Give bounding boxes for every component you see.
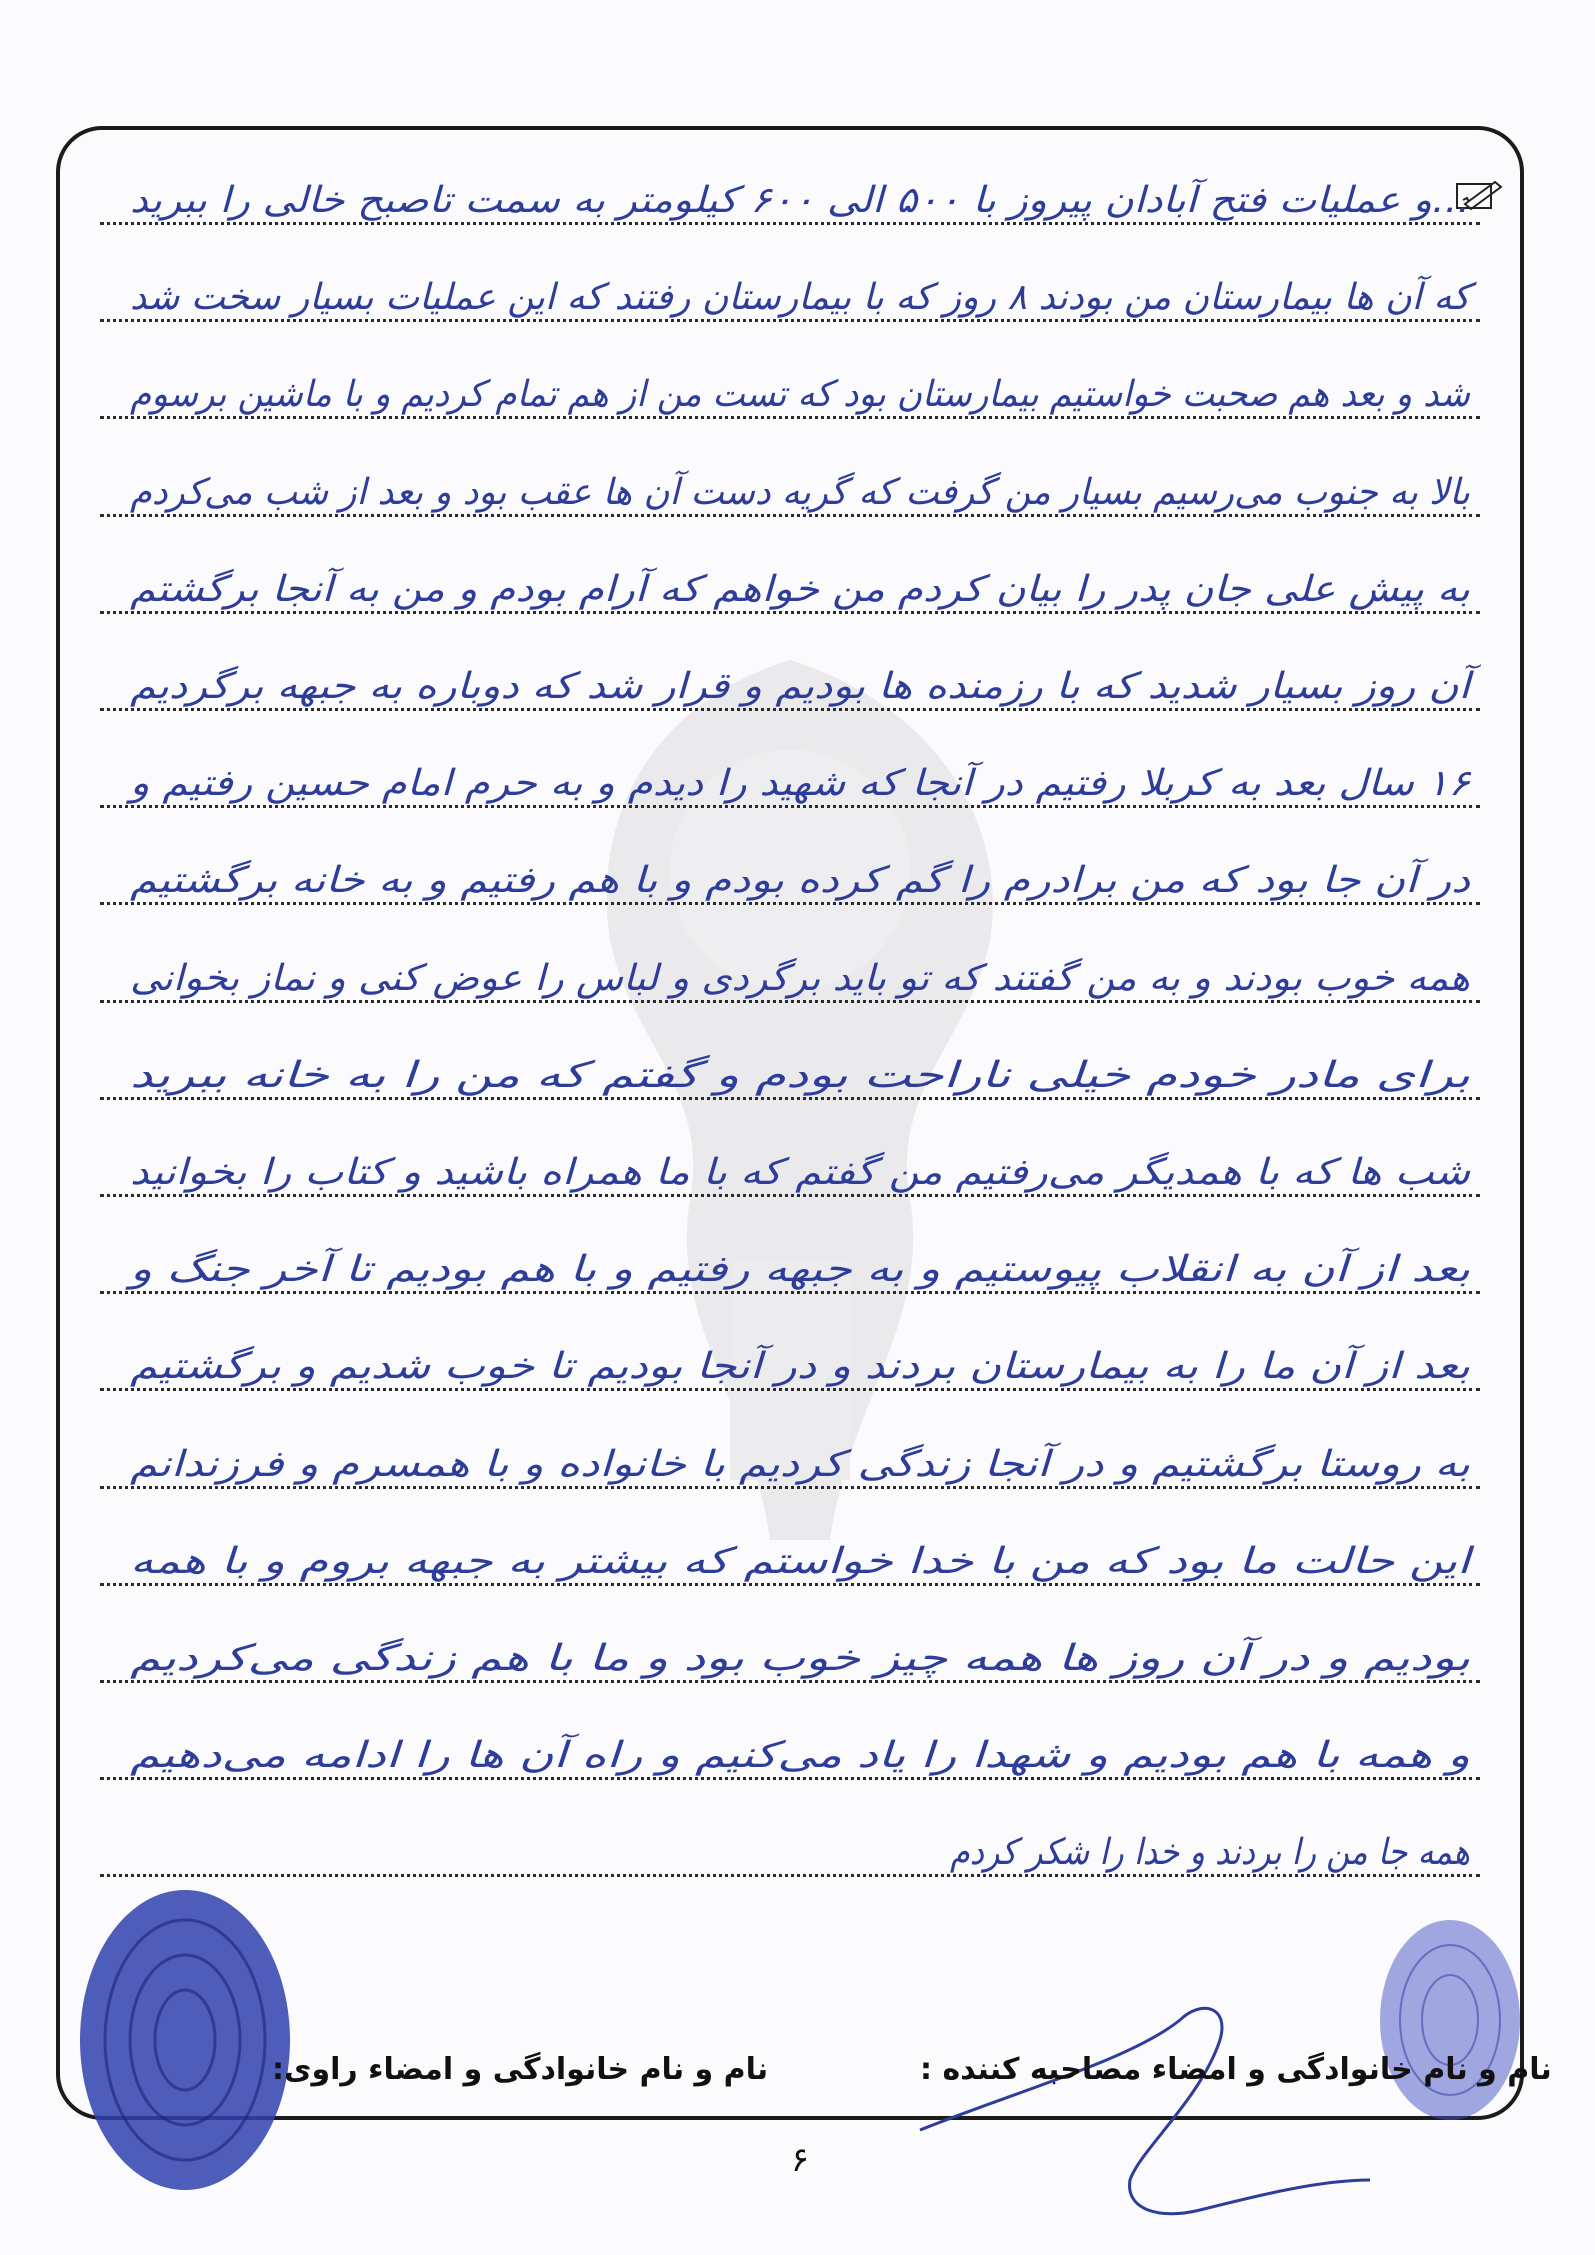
handwritten-text: این حالت ما بود که من با خدا خواستم که بیشتر به جبهه بروم و با همه (130, 1540, 1476, 1582)
handwritten-text: همه خوب بودند و به من گفتند که تو باید برگردی و لباس را عوض کنی و نماز بخوانی (130, 957, 1381, 999)
handwritten-line (100, 1035, 1480, 1105)
interviewer-signature-label: نام و نام خانوادگی و امضاء مصاحبه کننده : (920, 2052, 1552, 2087)
handwritten-text: شب ها که با همدیگر می‌رفتیم من گفتم که با ما همراه باشید و کتاب را بخوانید (130, 1152, 1298, 1193)
handwritten-line (100, 1812, 1480, 1882)
handwritten-text: بالا به جنوب می‌رسیم بسیار من گرفت که گریه دست آن ها عقب بود و بعد از شب می‌کردم (130, 471, 1494, 513)
handwritten-line (100, 354, 1480, 424)
handwritten-text: که آن ها بیمارستان من بودند ۸ روز که با بیمارستان رفتند که این عملیات بسیار سخت شد (130, 277, 1468, 319)
handwritten-line (100, 1424, 1480, 1494)
fingerprint-left (70, 1880, 300, 2200)
handwritten-line (100, 1715, 1480, 1785)
handwritten-line (100, 160, 1480, 230)
handwritten-line (100, 257, 1480, 327)
handwritten-line (100, 1521, 1480, 1591)
handwritten-line (100, 1618, 1480, 1688)
handwritten-line (100, 646, 1480, 716)
handwritten-text: همه جا من را بردند و خدا را شکر کردم (950, 1832, 1470, 1874)
page-number: ۶ (790, 2140, 810, 2180)
handwritten-text: به روستا برگشتیم و در آنجا زندگی کردیم با خانواده و با همسرم و فرزندانم (130, 1443, 1242, 1485)
handwritten-line (100, 1229, 1480, 1299)
handwritten-line (100, 1326, 1480, 1396)
handwritten-text: بعد از آن به انقلاب پیوستیم و به جبهه رفتیم و با هم بودیم تا آخر جنگ و (130, 1249, 1185, 1291)
narrator-signature-label: نام و نام خانوادگی و امضاء راوی: (272, 2052, 769, 2087)
handwritten-text: ...و عملیات فتح آبادان پیروز با ۵۰۰ الی ۶۰۰ کیلومتر به سمت تاصبح خالی را ببرید (130, 180, 1422, 221)
handwritten-text: شد و بعد هم صحبت خواستیم بیمارستان بود که تست من از هم تمام کردیم و با ماشین برسوم (130, 374, 1471, 416)
handwritten-text: بودیم و در آن روز ها همه چیز خوب بود و ما با هم زندگی می‌کردیم (130, 1638, 1123, 1679)
handwritten-text: در آن جا بود که من برادرم را گم کرده بودم و با هم رفتیم و به خانه برگشتیم (130, 860, 1266, 902)
handwritten-line (100, 549, 1480, 619)
handwritten-line (100, 452, 1494, 522)
handwritten-line (100, 743, 1480, 813)
handwritten-text: و همه با هم بودیم و شهدا را یاد می‌کنیم و راه آن ها را ادامه می‌دهیم (130, 1735, 1153, 1777)
handwritten-text: آن روز بسیار شدید که با رزمنده ها بودیم و قرار شد که دوباره به جبهه برگردیم (130, 666, 1303, 707)
handwritten-text: برای مادر خودم خیلی ناراحت بودم و گفتم که من را به خانه ببرید (130, 1054, 1098, 1096)
handwritten-line (100, 1132, 1480, 1202)
handwritten-text: ۱۶ سال بعد به کربلا رفتیم در آنجا که شهید را دیدم و به حرم امام حسین رفتیم و (129, 763, 1466, 805)
handwritten-line (100, 840, 1480, 910)
handwritten-line (100, 938, 1480, 1008)
handwritten-text: بعد از آن ما را به بیمارستان بردند و در آنجا بودیم تا خوب شدیم و برگشتیم (130, 1346, 1239, 1388)
handwritten-text: به پیش علی جان پدر را بیان کردم من خواهم که آرام بودم و من به آنجا برگشتم (130, 568, 1317, 610)
signature (900, 1980, 1440, 2230)
